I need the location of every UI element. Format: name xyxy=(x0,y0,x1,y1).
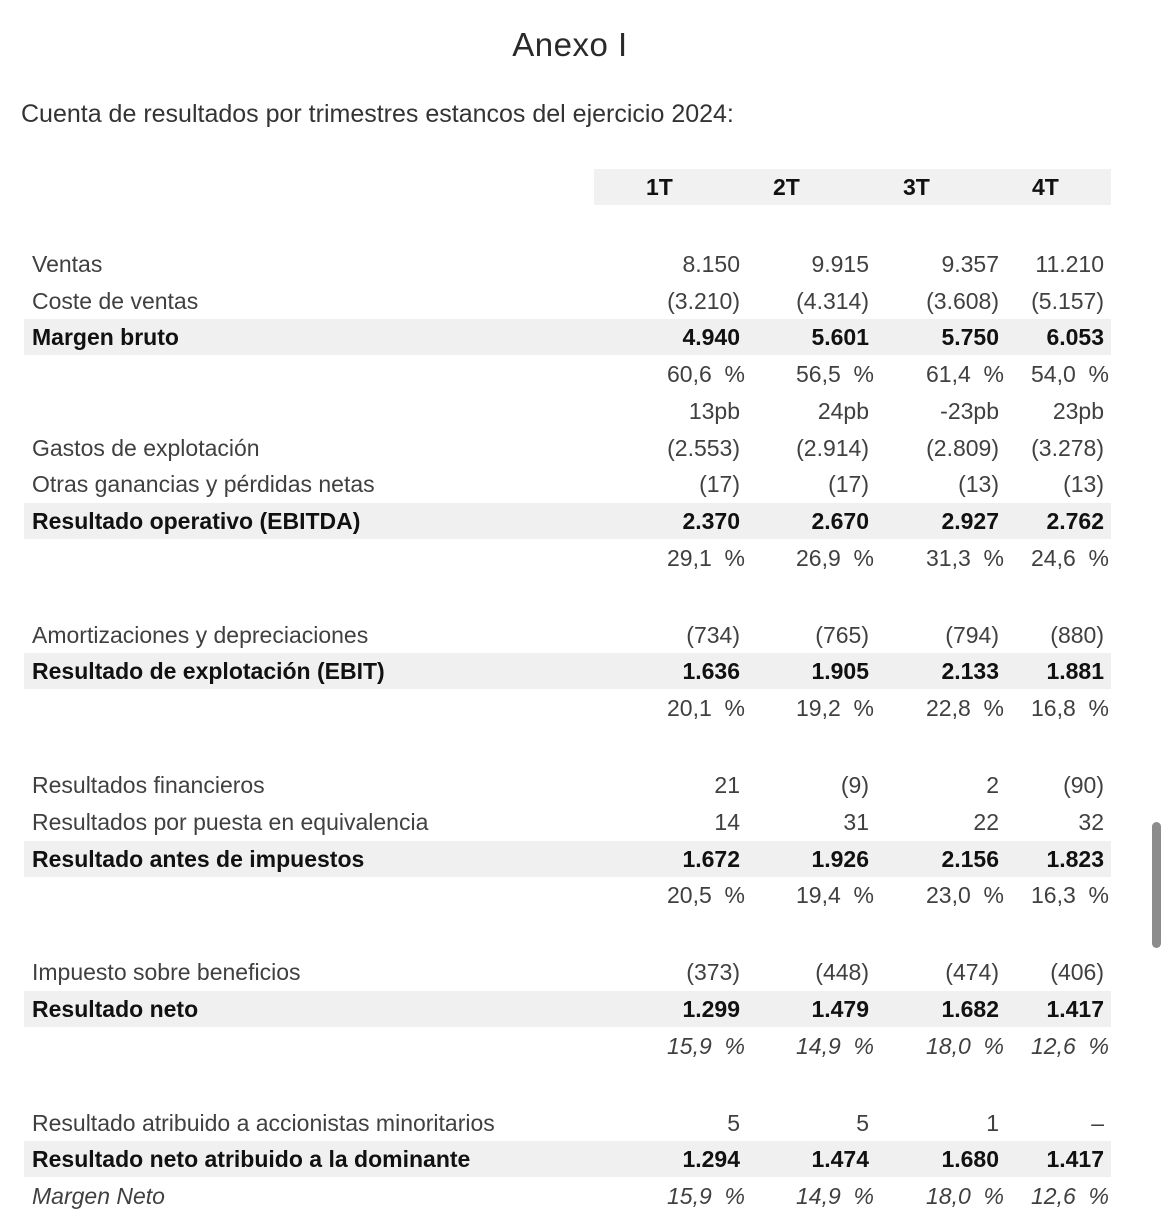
vertical-scrollbar[interactable] xyxy=(1152,822,1161,948)
cell-4t: 11.210 xyxy=(1035,251,1104,277)
cell-4t: – xyxy=(1091,1110,1104,1136)
table-row-ebit xyxy=(24,653,1111,689)
cell-4t: 32 xyxy=(1078,809,1104,835)
cell-4t: 16,8 % xyxy=(1031,695,1109,721)
cell-1t: 15,9 % xyxy=(667,1033,745,1059)
cell-3t: 22 xyxy=(973,809,999,835)
cell-3t: -23pb xyxy=(940,398,999,424)
cell-4t: 1.823 xyxy=(1046,846,1104,872)
cell-1t: (17) xyxy=(699,471,740,497)
cell-2t: 14,9 % xyxy=(796,1033,874,1059)
table-row-margen-bruto-pb xyxy=(24,393,1111,429)
cell-1t: 13pb xyxy=(688,398,740,424)
cell-1t: 20,5 % xyxy=(667,882,745,908)
cell-2t: 19,2 % xyxy=(796,695,874,721)
cell-2t: 1.926 xyxy=(811,846,869,872)
cell-2t: 2.670 xyxy=(811,508,869,534)
cell-3t: 2.156 xyxy=(941,846,999,872)
cell-3t: (794) xyxy=(945,622,999,648)
cell-2t: 24pb xyxy=(817,398,869,424)
cell-1t: 5 xyxy=(727,1110,740,1136)
row-label: Resultado operativo (EBITDA) xyxy=(32,508,361,534)
cell-1t: 1.294 xyxy=(682,1146,740,1172)
cell-3t: 1.680 xyxy=(941,1146,999,1172)
cell-2t: 5.601 xyxy=(811,324,869,350)
cell-1t: (2.553) xyxy=(667,435,740,461)
cell-2t: (2.914) xyxy=(796,435,869,461)
cell-4t: 1.881 xyxy=(1046,658,1104,684)
cell-4t: 2.762 xyxy=(1046,508,1104,534)
cell-3t: (2.809) xyxy=(926,435,999,461)
row-label: Resultado atribuido a accionistas minoritarios xyxy=(32,1110,495,1136)
cell-3t: 18,0 % xyxy=(926,1033,1004,1059)
table-row-ebit-pct xyxy=(24,690,1111,726)
cell-1t: 14 xyxy=(714,809,740,835)
cell-2t: 9.915 xyxy=(811,251,869,277)
table-row-antes-impuestos-pct xyxy=(24,877,1111,913)
column-header-4t: 4T xyxy=(1032,174,1059,200)
cell-4t: (90) xyxy=(1063,772,1104,798)
row-label: Resultado de explotación (EBIT) xyxy=(32,658,385,684)
table-row-ebitda xyxy=(24,503,1111,539)
cell-1t: 20,1 % xyxy=(667,695,745,721)
cell-3t: 2 xyxy=(986,772,999,798)
table-row-impuesto xyxy=(24,954,1111,990)
cell-1t: 21 xyxy=(714,772,740,798)
cell-3t: 1.682 xyxy=(941,996,999,1022)
cell-3t: (3.608) xyxy=(926,288,999,314)
cell-2t: 1.479 xyxy=(811,996,869,1022)
row-label: Otras ganancias y pérdidas netas xyxy=(32,471,375,497)
table-row-amortizaciones xyxy=(24,617,1111,653)
cell-1t: 4.940 xyxy=(682,324,740,350)
cell-2t: 19,4 % xyxy=(796,882,874,908)
cell-3t: (13) xyxy=(958,471,999,497)
cell-4t: 23pb xyxy=(1052,398,1104,424)
table-row-margen-bruto xyxy=(24,319,1111,355)
row-label: Ventas xyxy=(32,251,103,277)
cell-3t: 61,4 % xyxy=(926,361,1004,387)
table-row-minoritarios xyxy=(24,1105,1111,1141)
cell-4t: 12,6 % xyxy=(1031,1033,1109,1059)
table-row-antes-impuestos xyxy=(24,841,1111,877)
cell-2t: 1.474 xyxy=(811,1146,869,1172)
cell-3t: 9.357 xyxy=(941,251,999,277)
cell-2t: 14,9 % xyxy=(796,1183,874,1209)
table-row-resultado-neto xyxy=(24,991,1111,1027)
cell-1t: 1.672 xyxy=(682,846,740,872)
table-row-gastos-explotacion xyxy=(24,430,1111,466)
cell-1t: 15,9 % xyxy=(667,1183,745,1209)
cell-2t: (9) xyxy=(840,772,869,798)
cell-4t: (13) xyxy=(1063,471,1104,497)
table-row-neto-dominante xyxy=(24,1141,1111,1177)
column-header-3t: 3T xyxy=(903,174,930,200)
cell-2t: (448) xyxy=(815,959,869,985)
table-row-equivalencia xyxy=(24,804,1111,840)
row-label: Resultado neto xyxy=(32,996,199,1022)
row-label: Margen Neto xyxy=(32,1183,165,1209)
cell-4t: (3.278) xyxy=(1031,435,1104,461)
column-header-2t: 2T xyxy=(773,174,800,200)
cell-2t: 26,9 % xyxy=(796,545,874,571)
cell-4t: 24,6 % xyxy=(1031,545,1109,571)
cell-3t: (474) xyxy=(945,959,999,985)
cell-1t: 60,6 % xyxy=(667,361,745,387)
cell-2t: 31 xyxy=(843,809,869,835)
cell-1t: (3.210) xyxy=(667,288,740,314)
cell-3t: 2.927 xyxy=(941,508,999,534)
table-row-otras-ganancias xyxy=(24,466,1111,502)
cell-2t: 5 xyxy=(856,1110,869,1136)
table-row-coste-ventas xyxy=(24,283,1111,319)
cell-3t: 31,3 % xyxy=(926,545,1004,571)
cell-2t: 56,5 % xyxy=(796,361,874,387)
cell-1t: (373) xyxy=(686,959,740,985)
cell-3t: 2.133 xyxy=(941,658,999,684)
row-label: Impuesto sobre beneficios xyxy=(32,959,301,985)
row-label: Resultado neto atribuido a la dominante xyxy=(32,1146,471,1172)
row-label: Resultados financieros xyxy=(32,772,265,798)
cell-1t: 1.636 xyxy=(682,658,740,684)
row-label: Margen bruto xyxy=(32,324,179,350)
cell-3t: 1 xyxy=(986,1110,999,1136)
cell-4t: (406) xyxy=(1050,959,1104,985)
cell-1t: (734) xyxy=(686,622,740,648)
cell-1t: 29,1 % xyxy=(667,545,745,571)
table-row-resultado-neto-pct xyxy=(24,1028,1111,1064)
cell-2t: (4.314) xyxy=(796,288,869,314)
row-label: Amortizaciones y depreciaciones xyxy=(32,622,369,648)
cell-3t: 22,8 % xyxy=(926,695,1004,721)
cell-2t: (17) xyxy=(828,471,869,497)
column-header-1t: 1T xyxy=(646,174,673,200)
cell-4t: 1.417 xyxy=(1046,996,1104,1022)
cell-4t: (880) xyxy=(1050,622,1104,648)
table-row-resultados-financieros xyxy=(24,767,1111,803)
row-label: Coste de ventas xyxy=(32,288,199,314)
cell-3t: 5.750 xyxy=(941,324,999,350)
table-row-margen-bruto-pct xyxy=(24,356,1111,392)
row-label: Gastos de explotación xyxy=(32,435,260,461)
row-label: Resultados por puesta en equivalencia xyxy=(32,809,429,835)
row-label: Resultado antes de impuestos xyxy=(32,846,365,872)
cell-4t: 16,3 % xyxy=(1031,882,1109,908)
cell-1t: 2.370 xyxy=(682,508,740,534)
cell-4t: (5.157) xyxy=(1031,288,1104,314)
cell-4t: 12,6 % xyxy=(1031,1183,1109,1209)
cell-1t: 1.299 xyxy=(682,996,740,1022)
cell-2t: (765) xyxy=(815,622,869,648)
cell-1t: 8.150 xyxy=(682,251,740,277)
cell-3t: 23,0 % xyxy=(926,882,1004,908)
table-header xyxy=(594,169,1111,205)
table-row-margen-neto xyxy=(24,1178,1111,1214)
cell-4t: 6.053 xyxy=(1046,324,1104,350)
cell-2t: 1.905 xyxy=(811,658,869,684)
cell-3t: 18,0 % xyxy=(926,1183,1004,1209)
table-row-ebitda-pct xyxy=(24,540,1111,576)
cell-4t: 54,0 % xyxy=(1031,361,1109,387)
table-row-ventas xyxy=(24,246,1111,282)
page-title: Anexo I xyxy=(512,26,628,63)
page-subtitle: Cuenta de resultados por trimestres estancos del ejercicio 2024: xyxy=(21,100,734,128)
cell-4t: 1.417 xyxy=(1046,1146,1104,1172)
